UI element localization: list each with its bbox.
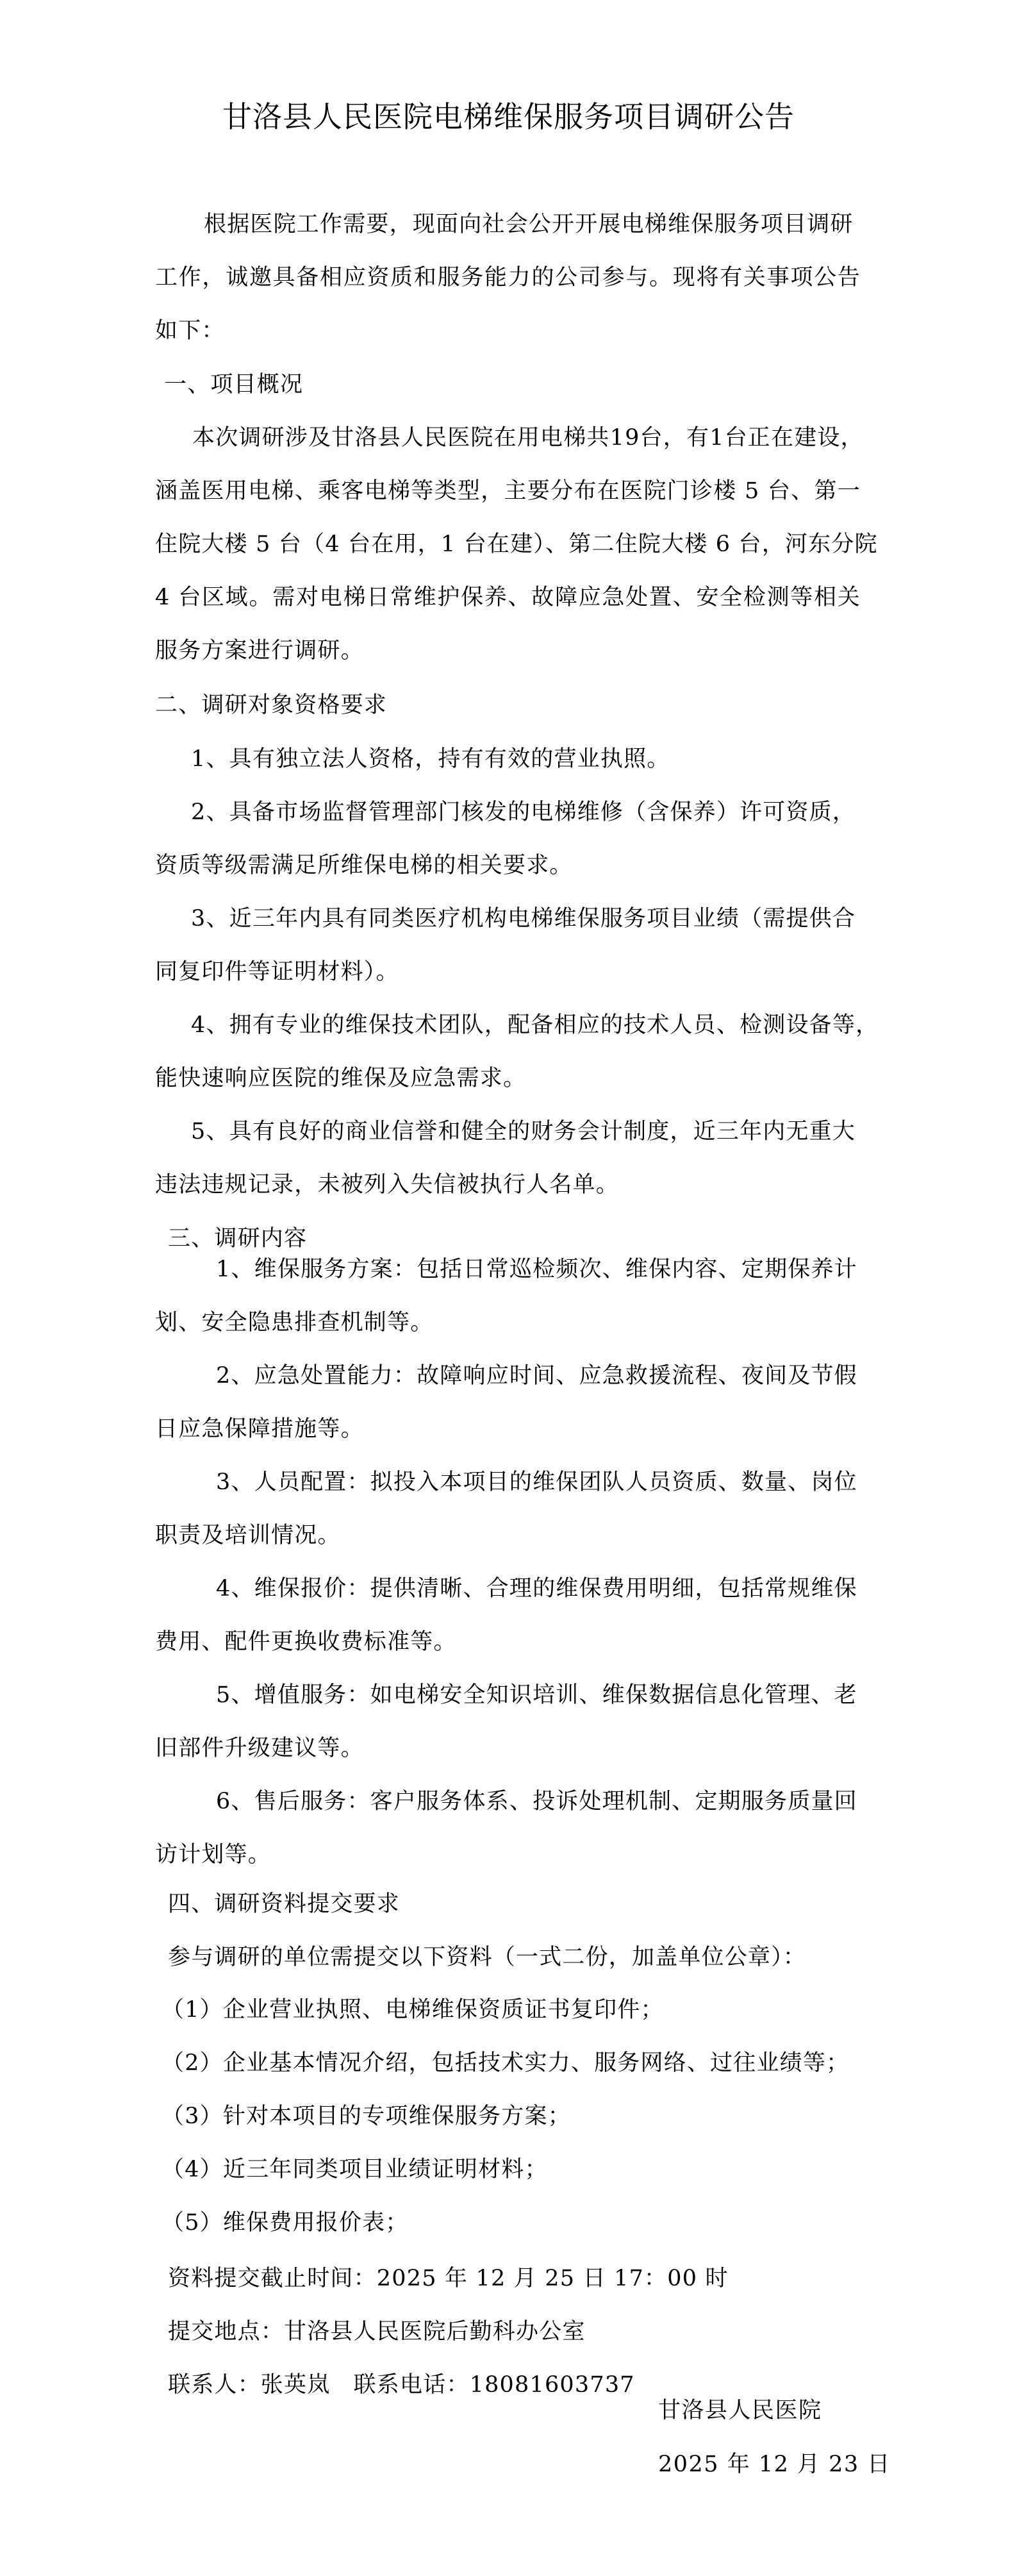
section-heading-submission: 四、调研资料提交要求 — [168, 1891, 401, 1917]
intro-line-2: 工作，诚邀具备相应资质和服务能力的公司参与。现将有关事项公告 — [155, 265, 861, 290]
material-item-1: （1）企业营业执照、电梯维保资质证书复印件； — [161, 1997, 664, 2023]
qualification-item-5-line-1: 5、具有良好的商业信誉和健全的财务会计制度，近三年内无重大 — [191, 1119, 856, 1144]
material-item-3: （3）针对本项目的专项维保服务方案； — [161, 2103, 571, 2129]
section-heading-research-content: 三、调研内容 — [168, 1226, 308, 1251]
qualification-item-1: 1、具有独立法人资格，持有有效的营业执照。 — [191, 746, 670, 772]
overview-line-5: 服务方案进行调研。 — [155, 638, 364, 664]
qualification-item-3-line-2: 同复印件等证明材料）。 — [155, 959, 399, 985]
qualification-item-2-line-2: 资质等级需满足所维保电梯的相关要求。 — [155, 853, 573, 878]
intro-line-3: 如下： — [155, 318, 225, 344]
qualification-item-4-line-2: 能快速响应医院的维保及应急需求。 — [155, 1066, 527, 1091]
content-item-6-line-1: 6、售后服务：客户服务体系、投诉处理机制、定期服务质量回 — [216, 1789, 857, 1814]
submission-deadline: 资料提交截止时间：2025 年 12 月 25 日 17：00 时 — [168, 2266, 729, 2291]
section-heading-project-overview: 一、项目概况 — [164, 372, 304, 397]
overview-line-1: 本次调研涉及甘洛县人民医院在用电梯共19台，有1台正在建设， — [192, 425, 864, 451]
content-item-1-line-2: 划、安全隐患排查机制等。 — [155, 1310, 434, 1335]
submission-intro: 参与调研的单位需提交以下资料（一式二份，加盖单位公章）： — [168, 1945, 807, 1970]
contact-info: 联系人：张英岚 联系电话：18081603737 — [168, 2372, 635, 2398]
content-item-5-line-1: 5、增值服务：如电梯安全知识培训、维保数据信息化管理、老 — [216, 1682, 857, 1708]
content-item-3-line-2: 职责及培训情况。 — [155, 1523, 341, 1548]
content-item-2-line-2: 日应急保障措施等。 — [155, 1416, 364, 1442]
qualification-item-3-line-1: 3、近三年内具有同类医疗机构电梯维保服务项目业绩（需提供合 — [191, 906, 856, 932]
overview-line-3: 住院大楼 5 台（4 台在用，1 台在建）、第二住院大楼 6 台，河东分院 — [155, 531, 878, 557]
qualification-item-5-line-2: 违法违规记录，未被列入失信被执行人名单。 — [155, 1172, 620, 1198]
material-item-2: （2）企业基本情况介绍，包括技术实力、服务网络、过往业绩等； — [161, 2050, 850, 2076]
section-heading-qualification: 二、调研对象资格要求 — [155, 692, 388, 718]
intro-line-1: 根据医院工作需要，现面向社会公开开展电梯维保服务项目调研 — [204, 212, 854, 237]
signature-organization: 甘洛县人民医院 — [658, 2398, 822, 2423]
content-item-5-line-2: 旧部件升级建议等。 — [155, 1735, 364, 1761]
material-item-5: （5）维保费用报价表； — [161, 2210, 409, 2236]
content-item-6-line-2: 访计划等。 — [155, 1842, 272, 1868]
content-item-1-line-1: 1、维保服务方案：包括日常巡检频次、维保内容、定期保养计 — [216, 1257, 857, 1282]
content-item-4-line-2: 费用、配件更换收费标准等。 — [155, 1629, 457, 1655]
content-item-3-line-1: 3、人员配置：拟投入本项目的维保团队人员资质、数量、岗位 — [216, 1469, 857, 1495]
overview-line-4: 4 台区域。需对电梯日常维护保养、故障应急处置、安全检测等相关 — [155, 585, 861, 610]
qualification-item-2-line-1: 2、具备市场监督管理部门核发的电梯维修（含保养）许可资质， — [191, 799, 856, 825]
material-item-4: （4）近三年同类项目业绩证明材料； — [161, 2157, 548, 2182]
signature-date: 2025 年 12 月 23 日 — [658, 2452, 891, 2477]
content-item-2-line-1: 2、应急处置能力：故障响应时间、应急救援流程、夜间及节假 — [216, 1363, 857, 1389]
submission-location: 提交地点：甘洛县人民医院后勤科办公室 — [168, 2319, 586, 2345]
overview-line-2: 涵盖医用电梯、乘客电梯等类型，主要分布在医院门诊楼 5 台、第一 — [155, 478, 861, 504]
page-title: 甘洛县人民医院电梯维保服务项目调研公告 — [222, 99, 795, 134]
content-item-4-line-1: 4、维保报价：提供清晰、合理的维保费用明细，包括常规维保 — [216, 1576, 857, 1602]
qualification-item-4-line-1: 4、拥有专业的维保技术团队，配备相应的技术人员、检测设备等， — [191, 1012, 879, 1038]
